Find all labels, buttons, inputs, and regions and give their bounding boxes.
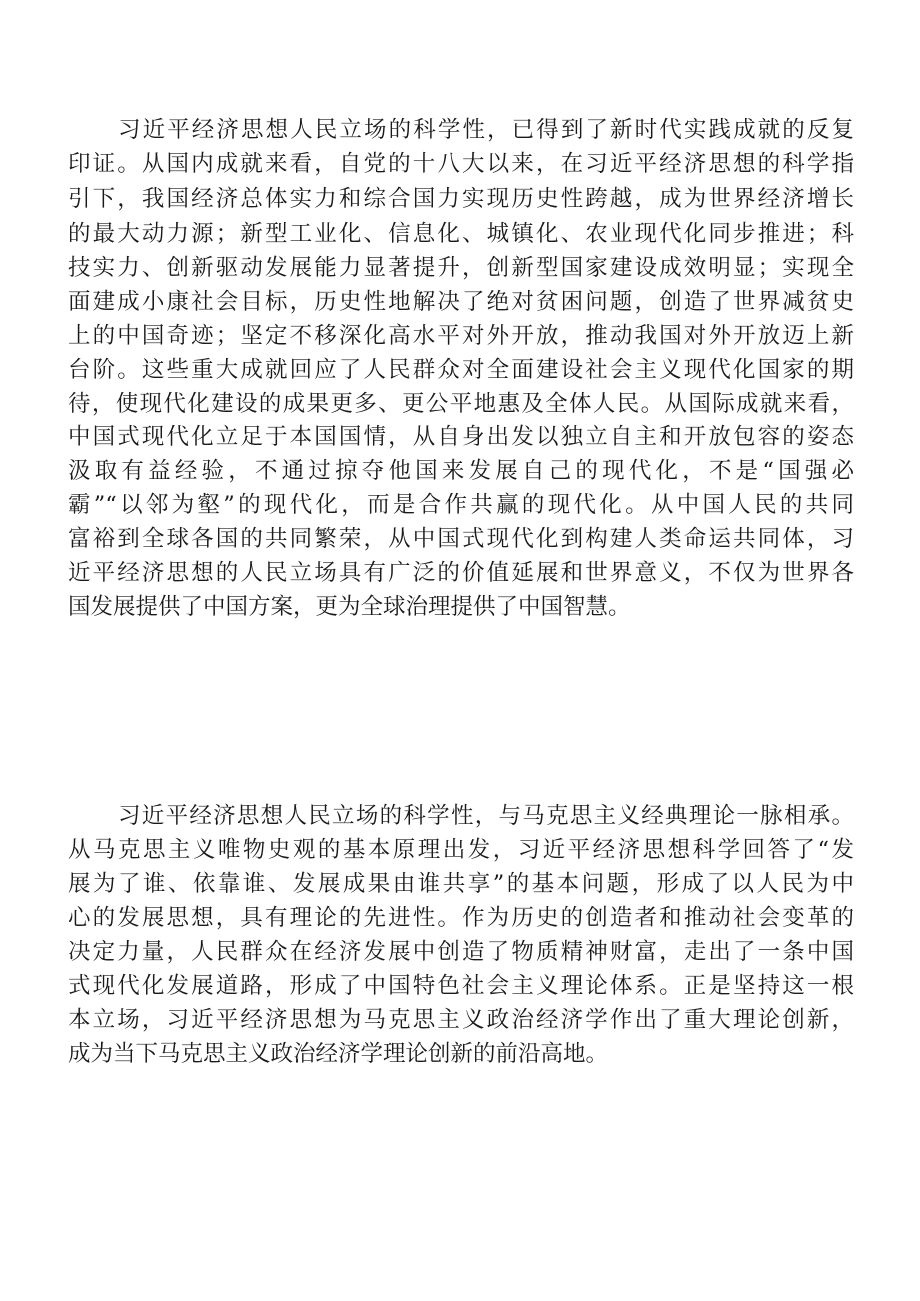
paragraph-line: 决定力量，人民群众在经济发展中创造了物质精神财富，走出了一条中国 xyxy=(68,939,854,965)
paragraph-line: 成为当下马克思主义政治经济学理论创新的前沿高地。 xyxy=(68,1041,609,1067)
paragraph-line: 展为了谁、依靠谁、发展成果由谁共享”的基本问题，形成了以人民为中 xyxy=(68,871,854,897)
paragraph-line: 待，使现代化建设的成果更多、更公平地惠及全体人民。从国际成就来看， xyxy=(68,391,854,417)
paragraph-line: 习近平经济思想人民立场的科学性，已得到了新时代实践成就的反复 xyxy=(118,117,854,143)
paragraph-line: 面建成小康社会目标，历史性地解决了绝对贫困问题，创造了世界减贫史 xyxy=(68,289,854,315)
paragraph-line: 国发展提供了中国方案，更为全球治理提供了中国智慧。 xyxy=(68,594,631,620)
paragraph-line: 汲取有益经验，不通过掠夺他国来发展自己的现代化，不是“国强必 xyxy=(68,458,854,484)
paragraph-line: 从马克思主义唯物史观的基本原理出发，习近平经济思想科学回答了“发 xyxy=(68,837,854,863)
paragraph-line: 中国式现代化立足于本国国情，从自身出发以独立自主和开放包容的姿态 xyxy=(68,424,854,450)
paragraph-line: 式现代化发展道路，形成了中国特色社会主义理论体系。正是坚持这一根 xyxy=(68,973,854,999)
paragraph-line: 习近平经济思想人民立场的科学性，与马克思主义经典理论一脉相承。 xyxy=(118,803,854,829)
paragraph-line: 上的中国奇迹；坚定不移深化高水平对外开放，推动我国对外开放迈上新 xyxy=(68,323,854,349)
paragraph-line: 心的发展思想，具有理论的先进性。作为历史的创造者和推动社会变革的 xyxy=(68,905,854,931)
paragraph-line: 台阶。这些重大成就回应了人民群众对全面建设社会主义现代化国家的期 xyxy=(68,357,854,383)
paragraph-line: 本立场，习近平经济思想为马克思主义政治经济学作出了重大理论创新， xyxy=(68,1007,854,1033)
paragraph-line: 霸”“以邻为壑”的现代化，而是合作共赢的现代化。从中国人民的共同 xyxy=(68,492,854,518)
paragraph-line: 的最大动力源；新型工业化、信息化、城镇化、农业现代化同步推进；科 xyxy=(68,221,854,247)
paragraph-line: 引下，我国经济总体实力和综合国力实现历史性跨越，成为世界经济增长 xyxy=(68,186,854,212)
paragraph-line: 富裕到全球各国的共同繁荣，从中国式现代化到构建人类命运共同体，习 xyxy=(68,526,854,552)
paragraph-line: 近平经济思想的人民立场具有广泛的价值延展和世界意义，不仅为世界各 xyxy=(68,560,854,586)
paragraph-line: 印证。从国内成就来看，自党的十八大以来，在习近平经济思想的科学指 xyxy=(68,151,854,177)
paragraph-line: 技实力、创新驱动发展能力显著提升，创新型国家建设成效明显；实现全 xyxy=(68,255,854,281)
